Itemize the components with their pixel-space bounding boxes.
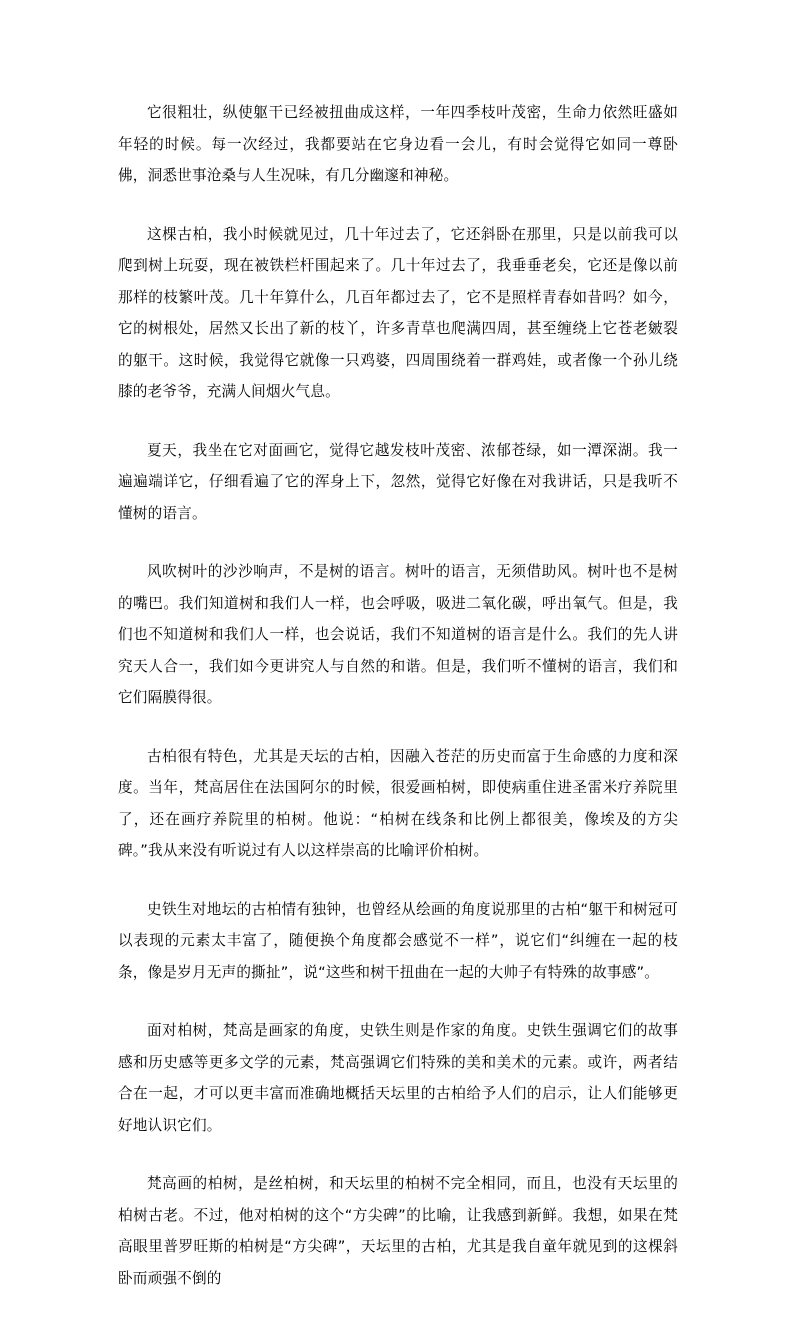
paragraph: 它很粗壮，纵使躯干已经被扭曲成这样，一年四季枝叶茂密，生命力依然旺盛如年轻的时候。每一次经过，我都要站在它身边看一会儿，有时会觉得它如同一尊卧佛，洞悉世事沧桑与人生况味，有几分幽邃和神秘。 bbox=[118, 104, 678, 184]
paragraph: 夏天，我坐在它对面画它，觉得它越发枝叶茂密、浓郁苍绿，如一潭深湖。我一遍遍端详它，仔细看遍了它的浑身上下，忽然，觉得它好像在对我讲话，只是我听不懂树的语言。 bbox=[118, 441, 678, 522]
paragraph: 风吹树叶的沙沙响声，不是树的语言。树叶的语言，无须借助风。树叶也不是树的嘴巴。我们知道树和我们人一样，也会呼吸，吸进二氧化碳，呼出氧气。但是，我们也不知道树和我们人一样，也会说话，我们不知道树的语言是什么。我们的先人讲究天人合一，我们如今更讲究人与自然的和谐。但是，我们听不懂树的语言，我们和它们隔膜得很。 bbox=[118, 563, 678, 706]
paragraph: 古柏很有特色，尤其是天坛的古柏，因融入苍茫的历史而富于生命感的力度和深度。当年，梵高居住在法国阿尔的时候，很爱画柏树，即使病重住进圣雷米疗养院里了，还在画疗养院里的柏树。他说：“柏树在线条和比例上都很美，像埃及的方尖碑。”我从来没有听说过有人以这样崇高的比喻评价柏树。 bbox=[118, 747, 678, 859]
paragraph: 这棵古柏，我小时候就见过，几十年过去了，它还斜卧在那里，只是以前我可以爬到树上玩耍，现在被铁栏杆围起来了。几十年过去了，我垂垂老矣，它还是像以前那样的枝繁叶茂。几十年算什么，几百年都过去了，它不是照样青春如昔吗？如今，它的树根处，居然又长出了新的枝丫，许多青草也爬满四周，甚至缠绕上它苍老皴裂的躯干。这时候，我觉得它就像一只鸡婆，四周围绕着一群鸡娃，或者像一个孙儿绕膝的老爷爷，充满人间烟火气息。 bbox=[118, 225, 678, 400]
paragraph: 史铁生对地坛的古柏情有独钟，也曾经从绘画的角度说那里的古柏“躯干和树冠可以表现的元素太丰富了，随便换个角度都会感觉不一样”，说它们“纠缠在一起的枝条，像是岁月无声的撕扯”，说“这些和树干扭曲在一起的大帅子有特殊的故事感”。 bbox=[118, 900, 678, 981]
document-body bbox=[118, 97, 678, 1321]
paragraph: 面对柏树，梵高是画家的角度，史铁生则是作家的角度。史铁生强调它们的故事感和历史感等更多文学的元素，梵高强调它们特殊的美和美术的元素。或许，两者结合在一起，才可以更丰富而准确地概括天坛里的古柏给予人们的启示，让人们能够更好地认识它们。 bbox=[118, 1022, 678, 1134]
paragraph: 梵高画的柏树，是丝柏树，和天坛里的柏树不完全相同，而且，也没有天坛里的柏树古老。不过，他对柏树的这个“方尖碑”的比喻，让我感到新鲜。我想，如果在梵高眼里普罗旺斯的柏树是“方尖碑”，天坛里的古柏，尤其是我自童年就见到的这棵斜卧而顽强不倒的 bbox=[118, 1175, 678, 1287]
